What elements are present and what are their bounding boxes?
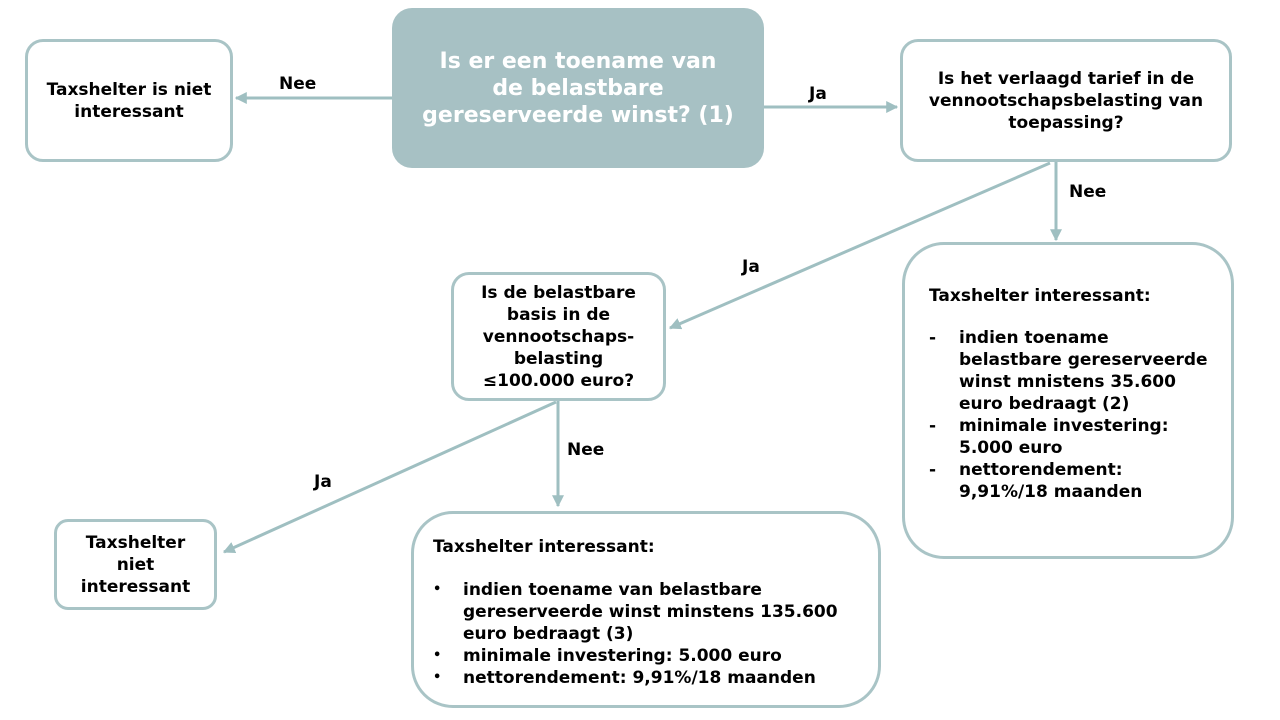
list-bullet: • xyxy=(433,582,442,597)
edge-label-nee: Nee xyxy=(279,74,317,94)
result-left-bottom-node xyxy=(54,519,217,610)
list-item xyxy=(433,667,870,689)
result-left-top-text: Taxshelter is niet interessant xyxy=(46,79,212,122)
list-item-text: nettorendement: 9,91%/18 maanden xyxy=(463,668,816,688)
list-item xyxy=(929,327,1217,415)
edge-label-nee: Nee xyxy=(1069,182,1107,202)
question-middle-node xyxy=(451,272,666,401)
question-main-text: Is er een toename van de belastbare gereserveerde winst? (1) xyxy=(422,48,734,128)
question-right-text: Is het verlaagd tarief in de vennootschapsbelasting van toepassing? xyxy=(928,68,1204,133)
list-item xyxy=(929,415,1217,459)
list-bullet: - xyxy=(929,416,937,436)
list-item xyxy=(929,459,1217,503)
edge-label-ja: Ja xyxy=(314,472,332,492)
list-bullet: - xyxy=(929,460,937,480)
result-bottom-list xyxy=(433,579,870,689)
list-item-text: indien toename belastbare gereserveerde winst mnistens 35.600 euro bedraagt (2) xyxy=(959,328,1208,414)
question-main-node xyxy=(392,8,764,168)
list-item-text: nettorendement: 9,91%/18 maanden xyxy=(959,460,1143,502)
edge-label-ja: Ja xyxy=(742,257,760,277)
result-right-title: Taxshelter interessant: xyxy=(929,286,1151,306)
list-item-text: minimale investering: 5.000 euro xyxy=(463,646,782,666)
result-right-node xyxy=(902,242,1234,559)
question-right-node xyxy=(900,39,1232,162)
result-bottom-title: Taxshelter interessant: xyxy=(433,537,655,557)
result-left-top-node xyxy=(25,39,233,162)
list-bullet: • xyxy=(433,648,442,663)
result-right-list xyxy=(929,327,1217,503)
edge-label-ja: Ja xyxy=(809,84,827,104)
result-bottom-node xyxy=(411,511,881,708)
list-bullet: - xyxy=(929,328,937,348)
list-bullet: • xyxy=(433,670,442,685)
result-left-bottom-text: Taxshelter niet interessant xyxy=(80,532,191,597)
list-item-text: minimale investering: 5.000 euro xyxy=(959,416,1169,458)
list-item xyxy=(433,579,870,645)
list-item xyxy=(433,645,870,667)
list-item-text: indien toename van belastbare gereserveerde winst minstens 135.600 euro bedraagt (3) xyxy=(463,580,838,644)
question-middle-text: Is de belastbare basis in de vennootschaps-belasting ≤100.000 euro? xyxy=(481,282,636,391)
edge-label-nee: Nee xyxy=(567,440,605,460)
